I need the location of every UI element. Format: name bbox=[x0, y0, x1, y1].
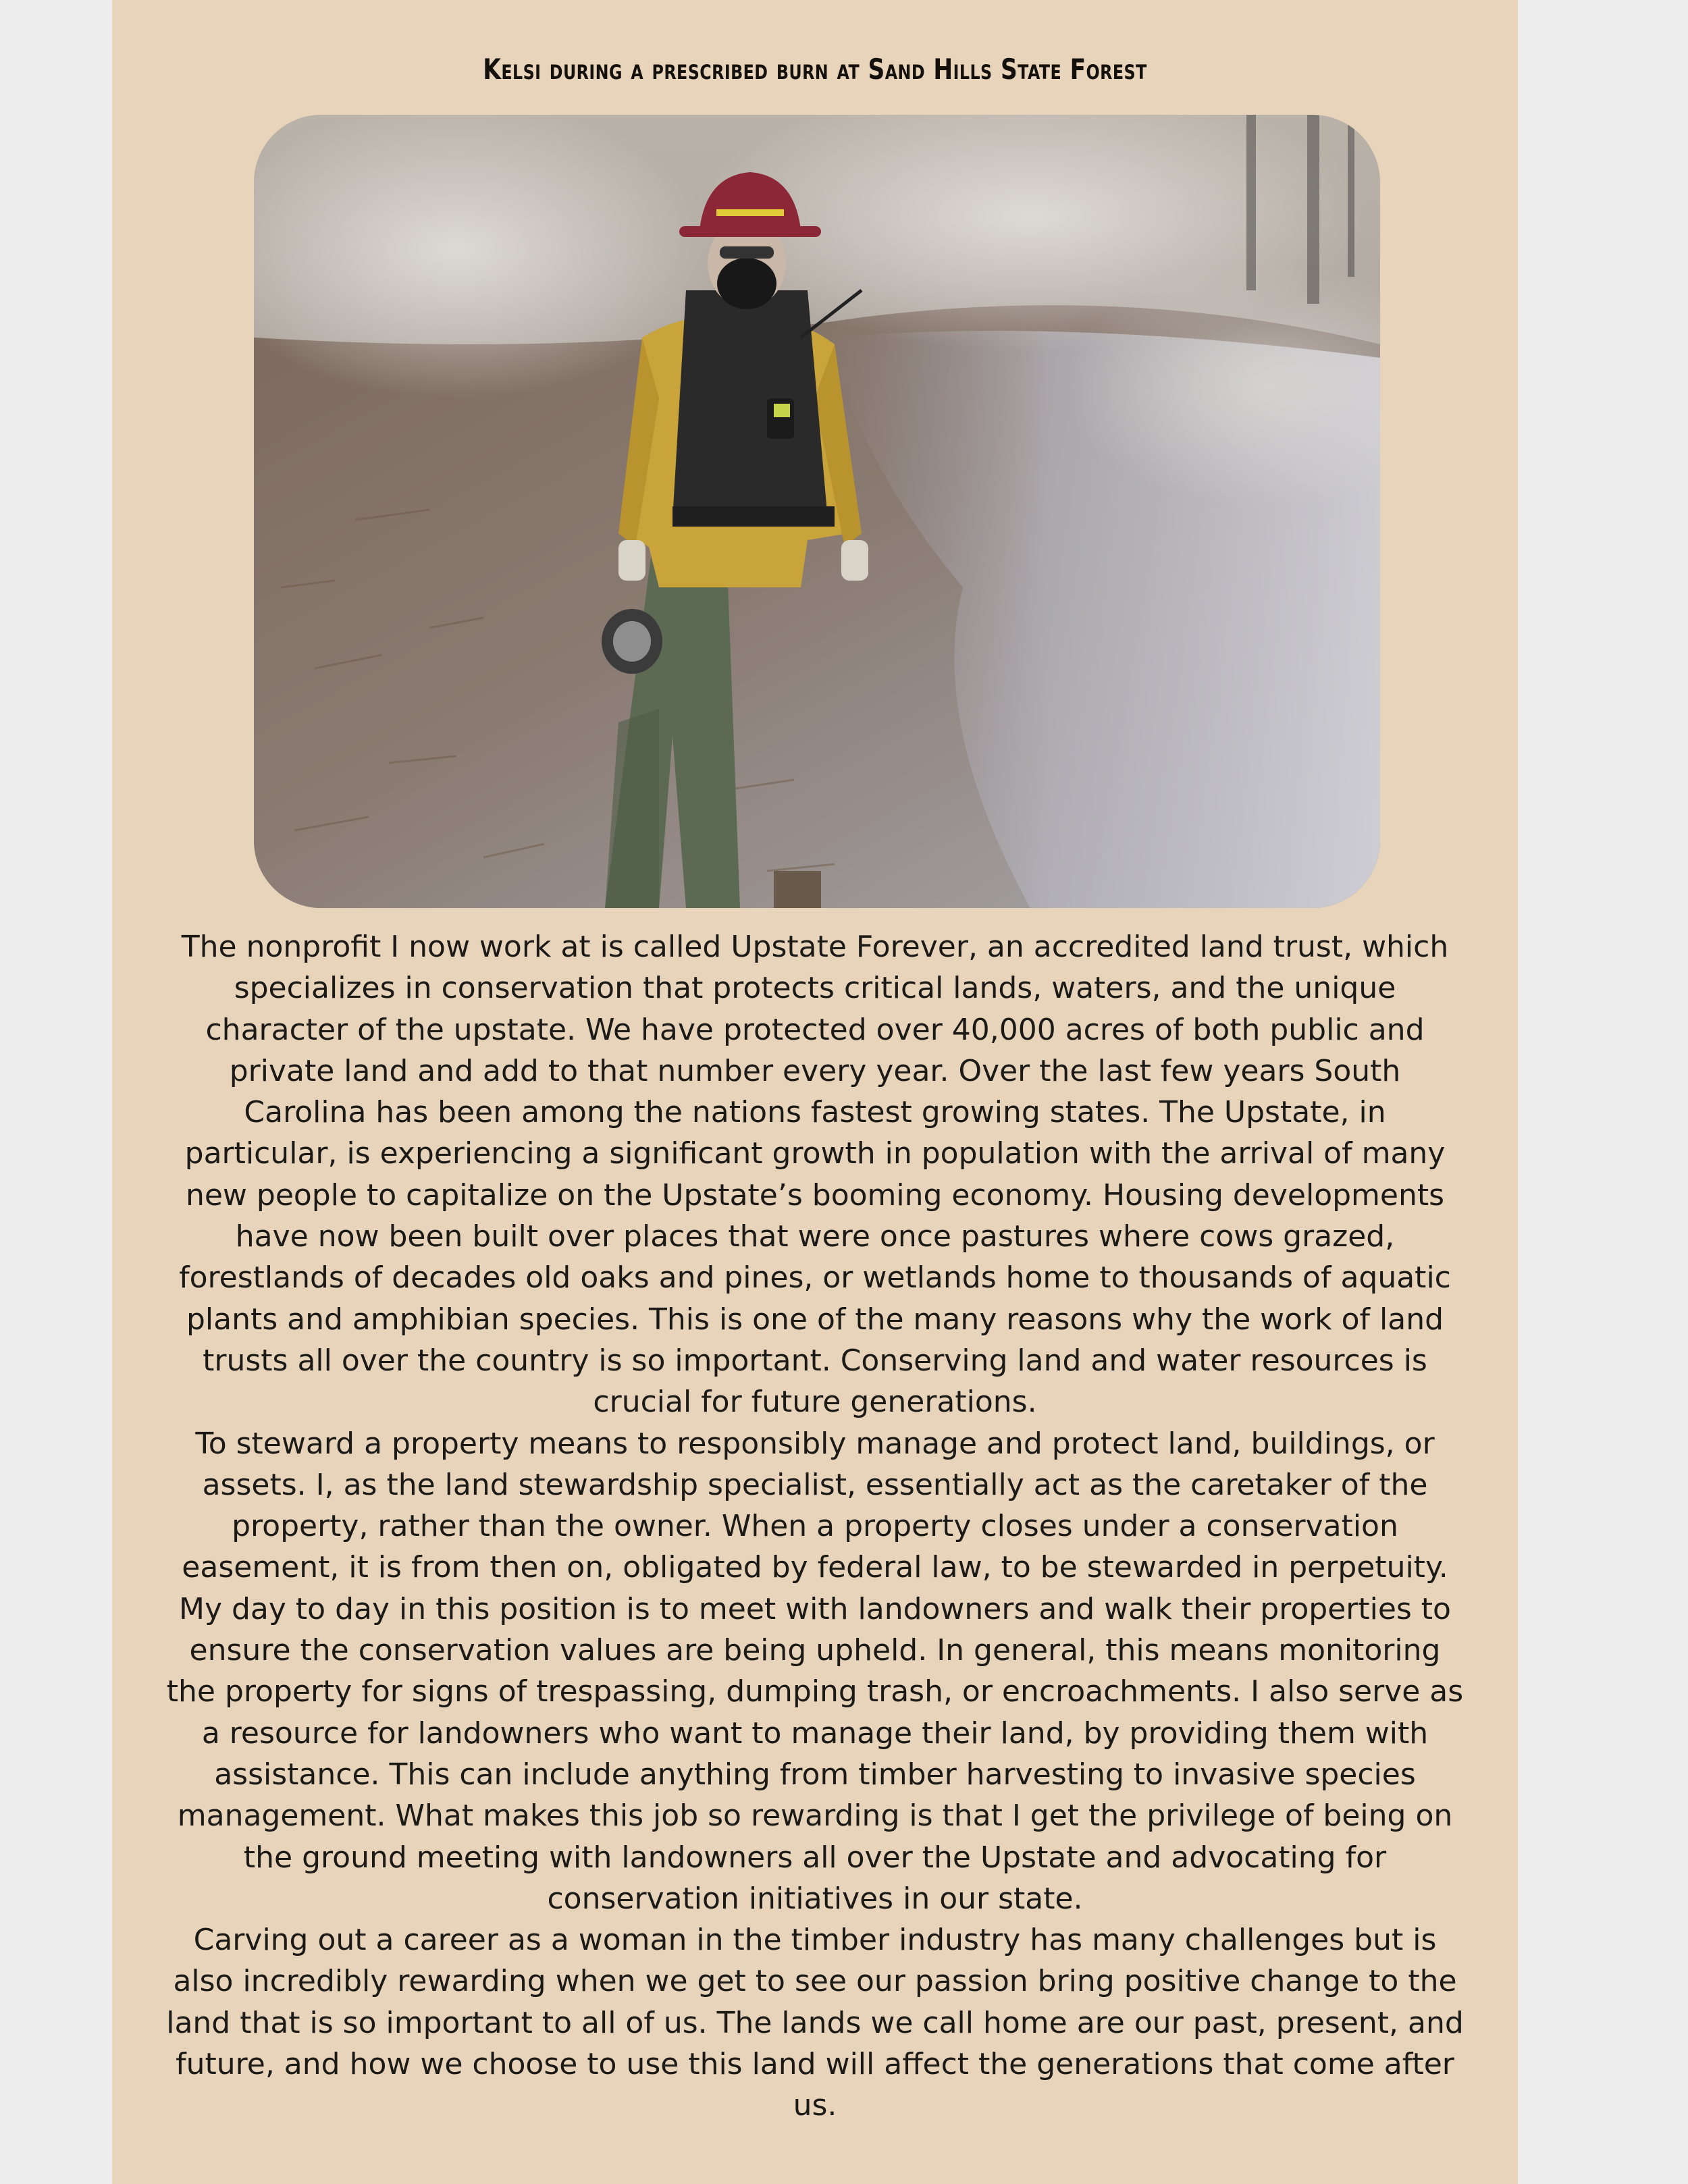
article-page bbox=[112, 0, 1518, 2184]
article-body bbox=[166, 926, 1464, 2127]
paragraph-stewardship: To steward a property means to responsibly manage and protect land, buildings, or assets. I, as the land stewardship specialist, essentially act as the caretaker of the property, rather than the owner. When a property closes under a conservation easement, it is from then on, obligated by federal law, to be stewarded in perpetuity. My day to day in this position is to meet with landowners and walk their properties to ensure the conservation values are being upheld. In general, this means monitoring the property for signs of trespassing, dumping trash, or encroachments. I also serve as a resource for landowners who want to manage their land, by providing them with assistance. This can include anything from timber harvesting to invasive species management. What makes this job so rewarding is that I get the privilege of being on the ground meeting with landowners all over the Upstate and advocating for conservation initiatives in our state. bbox=[166, 1426, 1464, 1916]
photo-caption: Kelsi during a prescribed burn at Sand Hills State Forest bbox=[483, 53, 1147, 86]
prescribed-burn-photo bbox=[254, 115, 1380, 908]
paragraph-career: Carving out a career as a woman in the timber industry has many challenges but is also incredibly rewarding when we get to see our passion bring positive change to the land that is so important to all of us. The lands we call home are our past, present, and future, and how we choose to use this land will affect the generations that come after us. bbox=[166, 1923, 1464, 2123]
paragraph-upstate-forever: The nonprofit I now work at is called Upstate Forever, an accredited land trust, which specializes in conservation that protects critical lands, waters, and the unique character of the upstate. We have protected over 40,000 acres of both public and private land and add to that number every year. Over the last few years South Carolina has been among the nations fastest growing states. The Upstate, in particular, is experiencing a significant growth in population with the arrival of many new people to capitalize on the Upstate’s booming economy. Housing developments have now been built over places that were once pastures where cows grazed, forestlands of decades old oaks and pines, or wetlands home to thousands of aquatic plants and amphibian species. This is one of the many reasons why the work of land trusts all over the country is so important. Conserving land and water resources is crucial for future generations. bbox=[179, 930, 1451, 1420]
